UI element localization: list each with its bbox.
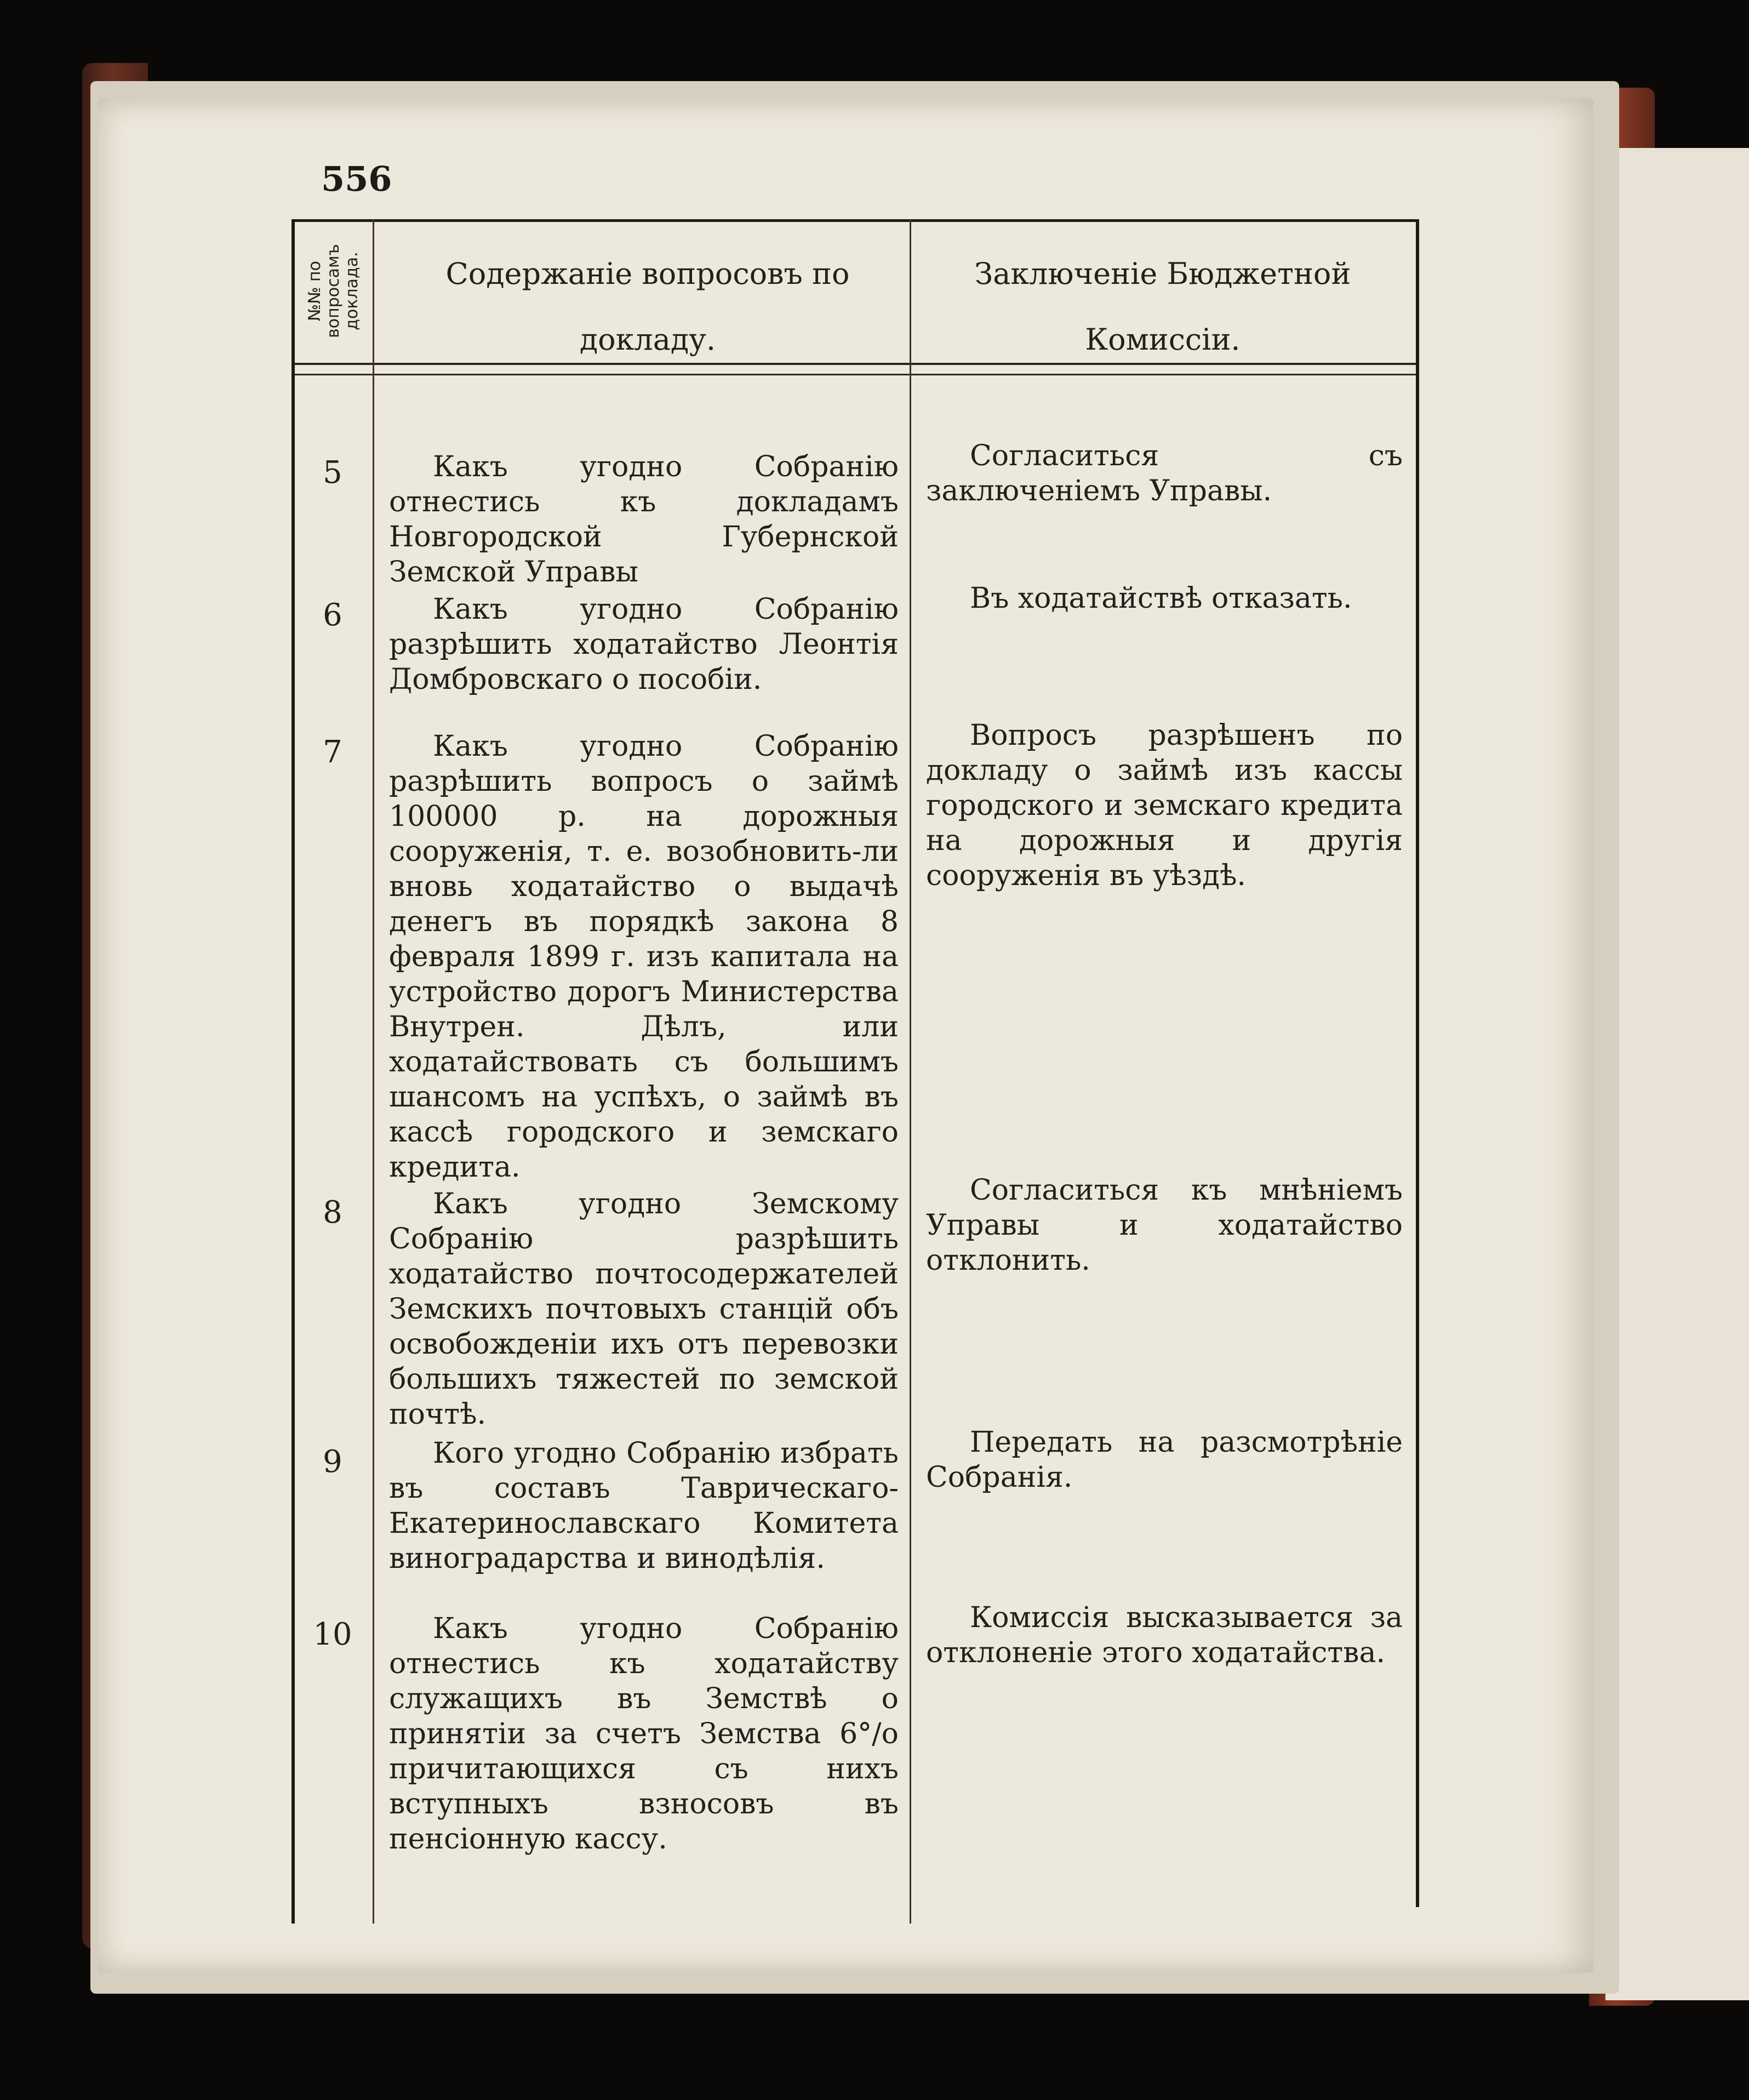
header-rule-double xyxy=(292,374,1419,375)
header-conclusion: Заключеніе Бюджетной Комиссіи. xyxy=(974,256,1351,357)
row-number: 10 xyxy=(313,1617,352,1652)
row-conclusion: Въ ходатайствѣ отказать. xyxy=(970,582,1352,615)
row-number: 8 xyxy=(323,1195,342,1230)
table-right-border xyxy=(1416,219,1419,1907)
header-item-number xyxy=(304,219,364,363)
next-page-edge xyxy=(1605,148,1749,2000)
row-number: 6 xyxy=(323,597,342,633)
page-number: 556 xyxy=(321,159,392,199)
row-conclusion: Согласиться съ заключеніемъ Управы. xyxy=(926,440,1403,507)
row-question: Кого угодно Собранію избрать въ составъ Таврическаго-Екатеринославскаго Комитета виноградарства и винодѣлія. xyxy=(389,1437,899,1575)
table-top-rule xyxy=(292,219,1419,222)
row-conclusion: Вопросъ разрѣшенъ по докладу о займѣ изъ кассы городского и земскаго кредита на дорожныя и другія сооруженія въ уѣздѣ. xyxy=(926,719,1403,892)
row-question: Какъ угодно Собранію отнестись къ ходатайству служащихъ въ Земствѣ о принятіи за счетъ Земства 6°/o причитающихся съ нихъ вступныхъ взносовъ въ пенсіонную кассу. xyxy=(389,1612,899,1856)
minutes-table xyxy=(292,219,1419,1924)
row-number: 5 xyxy=(323,455,342,490)
column-divider-conclusion xyxy=(910,219,911,1924)
row-question: Какъ угодно Собранію разрѣшить вопросъ о займѣ 100000 р. на дорожныя сооруженія, т. е. возобновить-ли вновь ходатайство о выдачѣ денегъ въ порядкѣ закона 8 февраля 1899 г. изъ капитала на устройство дорогъ Министерства Внутрен. Дѣлъ, или ходатайствовать съ большимъ шансомъ на успѣхъ, о займѣ въ кассѣ городского и земскаго кредита. xyxy=(389,730,899,1184)
row-number: 7 xyxy=(323,734,342,770)
row-question: Какъ угодно Собранію отнестись къ докладамъ Новгородской Губернской Земской Управы xyxy=(389,450,899,589)
table-left-border xyxy=(292,219,295,1924)
row-question: Какъ угодно Собранію разрѣшить ходатайство Леонтія Домбровскаго о пособіи. xyxy=(389,593,899,696)
column-divider-number xyxy=(373,219,374,1924)
row-conclusion: Согласиться къ мнѣніемъ Управы и ходатайство отклонить. xyxy=(926,1174,1403,1277)
row-number: 9 xyxy=(323,1444,342,1480)
row-question: Какъ угодно Земскому Собранію разрѣшить ходатайство почтосодержателей Земскихъ почтовыхъ станцій объ освобожденіи ихъ отъ перевозки большихъ тяжестей по земской почтѣ. xyxy=(389,1188,899,1431)
row-conclusion: Передать на разсмотрѣніе Собранія. xyxy=(926,1426,1403,1494)
header-question: Содержаніе вопросовъ по докладу. xyxy=(445,256,850,357)
header-item-number-label: №№ по вопросамъ доклада. xyxy=(305,244,362,338)
row-conclusion: Комиссія высказывается за отклоненіе этого ходатайства. xyxy=(926,1601,1403,1669)
